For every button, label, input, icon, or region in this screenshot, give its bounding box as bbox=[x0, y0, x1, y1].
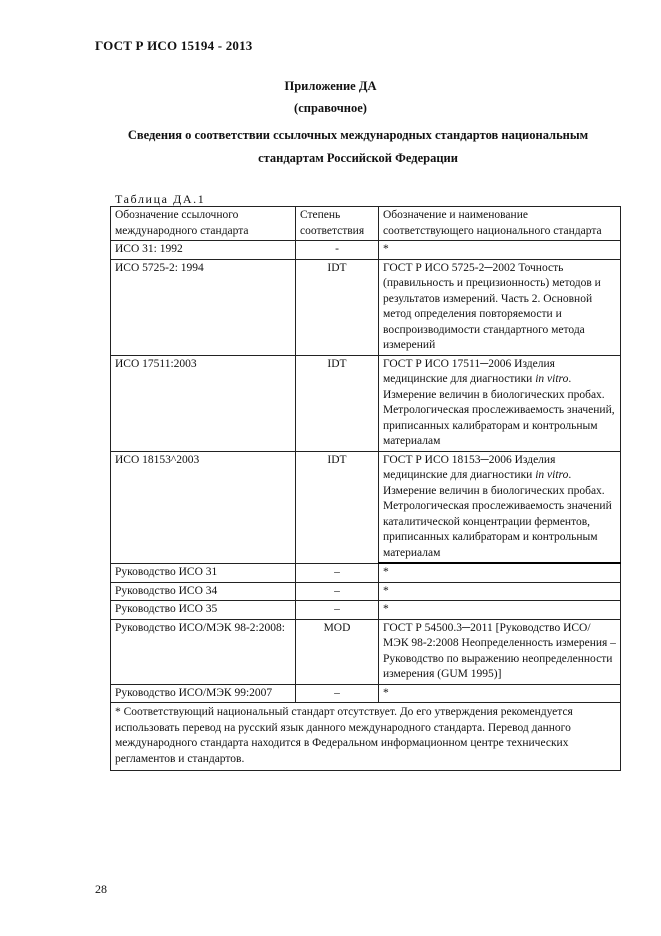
header-national-standard: Обозначение и наименование соответствующего национального стандарта bbox=[379, 207, 621, 241]
document-code: ГОСТ Р ИСО 15194 - 2013 bbox=[95, 38, 253, 53]
cell-national: ГОСТ Р ИСО 5725-2─2002 Точность (правильность и прецизионность) методов и результатов измерений. Часть 2. Основной метод определения повторяемости и воспроизводимости стандартного метода измерений bbox=[379, 259, 621, 355]
cell-ref: ИСО 17511:2003 bbox=[111, 355, 296, 451]
table-row bbox=[111, 582, 621, 601]
cell-degree: – bbox=[296, 563, 379, 582]
cell-national: * bbox=[379, 563, 621, 582]
cell-ref: Руководство ИСО 34 bbox=[111, 582, 296, 601]
cell-national: ГОСТ Р 54500.3─2011 [Руководство ИСО/МЭК 98-2:2008 Неопределенность измерения – Руководство по выражению неопределенности измерения (GUM 1995)] bbox=[379, 619, 621, 684]
table-row bbox=[111, 355, 621, 451]
cell-degree: IDT bbox=[296, 355, 379, 451]
cell-ref: ИСО 31: 1992 bbox=[111, 241, 296, 260]
cell-ref: Руководство ИСО 35 bbox=[111, 601, 296, 620]
table-row bbox=[111, 619, 621, 684]
national-text-end: . Измерение величин в биологических пробах. Метрологическая прослеживаемость значений, приписанных калибраторам и контрольным материалам bbox=[383, 373, 615, 447]
cell-national: * bbox=[379, 601, 621, 620]
cell-national bbox=[379, 451, 621, 563]
appendix-title: Приложение ДА bbox=[284, 79, 377, 93]
table-footnote-row bbox=[111, 703, 621, 771]
section-heading-line-2: стандартам Российской Федерации bbox=[258, 151, 458, 165]
national-text-end: . Измерение величин в биологических пробах. Метрологическая прослеживаемость значений каталитической концентрации ферментов, приписанных калибраторам и контрольным материалам bbox=[383, 469, 612, 559]
header-ref-standard: Обозначение ссылочного международного стандарта bbox=[111, 207, 296, 241]
table-header-row bbox=[111, 207, 621, 241]
section-heading-line-1: Сведения о соответствии ссылочных международных стандартов национальным bbox=[127, 128, 589, 142]
cell-ref: Руководство ИСО/МЭК 99:2007 bbox=[111, 684, 296, 703]
national-text-italic: in vitro bbox=[535, 469, 569, 481]
section-heading bbox=[105, 124, 611, 170]
table-row bbox=[111, 563, 621, 582]
cell-ref: Руководство ИСО/МЭК 98-2:2008: bbox=[111, 619, 296, 684]
cell-ref: Руководство ИСО 31 bbox=[111, 563, 296, 582]
cell-national: * bbox=[379, 582, 621, 601]
table-caption: Таблица ДА.1 bbox=[115, 192, 206, 206]
cell-national: * bbox=[379, 684, 621, 703]
correspondence-table bbox=[110, 206, 621, 771]
appendix-subtitle: (справочное) bbox=[294, 101, 367, 115]
cell-degree: - bbox=[296, 241, 379, 260]
table-row bbox=[111, 241, 621, 260]
cell-ref: ИСО 18153^2003 bbox=[111, 451, 296, 563]
cell-national: * bbox=[379, 241, 621, 260]
cell-national bbox=[379, 355, 621, 451]
page-number: 28 bbox=[95, 882, 107, 896]
table-row bbox=[111, 451, 621, 563]
cell-degree: IDT bbox=[296, 451, 379, 563]
cell-ref: ИСО 5725-2: 1994 bbox=[111, 259, 296, 355]
cell-degree: – bbox=[296, 601, 379, 620]
cell-degree: – bbox=[296, 582, 379, 601]
national-text-start: ГОСТ Р ИСО 17511─2006 Изделия медицинские для диагностики bbox=[383, 357, 555, 385]
table-row bbox=[111, 601, 621, 620]
table-row bbox=[111, 684, 621, 703]
table-row bbox=[111, 259, 621, 355]
header-degree: Степень соответствия bbox=[296, 207, 379, 241]
table-footnote: * Соответствующий национальный стандарт отсутствует. До его утверждения рекомендуется использовать перевод на русский язык данного международного стандарта. Перевод данного международного стандарта находится в Федеральном информационном центре технических регламентов и стандартов. bbox=[111, 703, 621, 771]
cell-degree: – bbox=[296, 684, 379, 703]
national-text-italic: in vitro bbox=[535, 373, 569, 385]
cell-degree: IDT bbox=[296, 259, 379, 355]
national-text-start: ГОСТ Р ИСО 18153─2006 Изделия медицинские для диагностики bbox=[383, 453, 556, 481]
cell-degree: MOD bbox=[296, 619, 379, 684]
